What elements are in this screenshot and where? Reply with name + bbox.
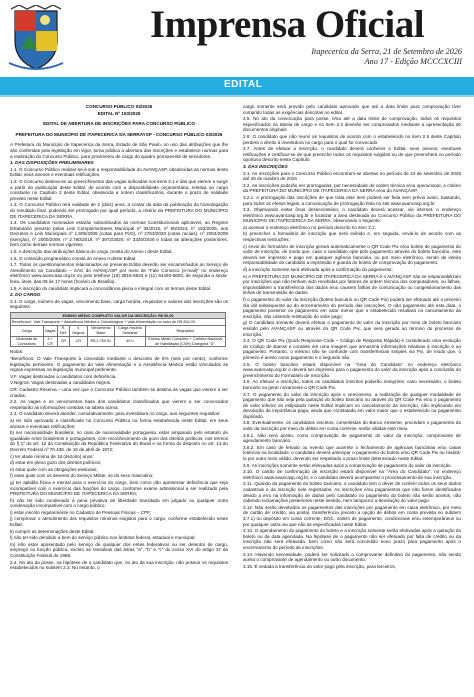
table-cell: Motorista de Condutório <box>11 336 44 347</box>
list-item: f) estar quite com os deveres do Serviço Militar, se do sexo masculino; <box>10 473 154 479</box>
edict-title: EDITAL DE ABERTURA DE INSCRIÇÕES PARA CONCURSO PÚBLICO <box>43 121 195 127</box>
paragraph: 3.8.2. Em caso de feriado ou evento que acarrete o fechamento de agências bancárias e/ou casas lotéricas na localidade, o candidato deverá antecipar o pagamento do boleto e/ou QR Code Pix ou realizá-lo por outro meio válido, devendo ser respeitado o prazo limite determinado neste Edital. <box>243 444 461 462</box>
paragraph: 3.5. O boleto bancário estará disponível na "Área do Candidato" no endereço eletrônico www.avancasp.org.br e deverá ser impresso para o pagamento do valor da inscrição após a conclusão do preenchimento do Formulário de Inscrição. <box>243 361 461 378</box>
paragraph: 1.7. Todos os questionamentos relacionados ao presente Edital deverão ser encaminhados ao Serviço de Atendimento ao Candidato – SAC do AVANÇASP por meio de "Fale Conosco (e-mail)" no endereço eletrônico www.avancasp.org.br ou pelo telefone (19) 3816-6834 e (11) 94493-6803, de segunda a sexta-feira, úteis, das 09 às 17 horas (horário de Brasília). <box>10 262 228 285</box>
newspaper-title: Imprensa Oficial <box>150 3 425 46</box>
paragraph: 2.6. O candidato que não reunir os requisitos de acordo com o estabelecido no item 2.5 deste Capítulo perderá o direito à investidura no cargo para o qual for convocado. <box>243 133 461 145</box>
table-header: V. Negros <box>70 325 87 336</box>
paragraph: 3.10. O cartão de confirmação de inscrição estará disponível na "Área do Candidato", no endereço eletrônico www.avancasp.org.br, e o candidato deverá acompanhar o processamento de sua inscrição. <box>243 469 461 480</box>
paragraph: 3.7. O pagamento do valor da inscrição após o vencimento, a realização de qualquer modalidade de pagamento que não seja pela quitação do boleto bancário ou através do QR Code Pix e/ou o pagamento de valor inferior do estipulado neste Edital implicam no cancelamento da inscrição, não implicando em devolução da importância paga, ainda que constatada em valor maior que o estabelecido ou pagamento duplicado. <box>243 391 461 419</box>
list-item: f) o pagamento do valor da inscrição (boleto bancário ou QR Code Pix) poderá ser efetuado até o primeiro dia útil subsequente ao do encerramento do período das inscrições. O não pagamento até esta data, o pagamento posterior ou pagamento em valor menor que o estabelecido resultará no cancelamento da inscrição, não cabendo restituição do valor pago; <box>243 297 461 319</box>
paragraph: 3.4. O QR Code Pix (Quick Response Code – Código de Resposta Rápida) é considerado uma evolução do Código de Barras e consiste em uma imagem que armazena informações relativas à inscrição e ao pagamento. Portanto, o mesmo não se confunde com transferências simples via Pix, de modo que, o primeiro é aceito como pagamento e o segundo não. <box>243 338 461 360</box>
section-label: EDITAL <box>224 79 263 90</box>
paragraph: 3.15. É vedada a transferência do valor pago pela inscrição, para terceiros, <box>243 563 396 569</box>
paragraph: 2.5. No ato da convocação para posse, e/ou até a data limite de comprovação, todos os requisitos especificados na tabela de cargo e no item 2.3 deverão ser comprovados mediante a apresentação de documentos originais. <box>243 116 461 133</box>
list-item: j) comprovar o atendimento dos requisitos mínimos exigidos para o cargo, conforme estabelecido neste Edital; <box>10 516 228 528</box>
paragraph: 2.3. O candidato deverá atender, cumulativamente, para investidura no cargo, aos seguintes requisitos: <box>10 411 221 417</box>
list-item: c) ter idade mínima de 18 (dezoito) anos; <box>10 453 94 459</box>
masthead <box>0 0 474 88</box>
paragraph: 3.13. O agendamento do pagamento do boleto e a inscrição somente serão efetivadas após a quitação do boleto ou da data agendada. Na hipótese de o pagamento não ser efetuado por falta de crédito ou da inscrição não será efetivada, bem como não será concedido novo prazo para pagamento após o encerramento do período de inscrições. <box>243 528 461 550</box>
table-header: Vagas <box>43 325 57 336</box>
table-benefits: Benefícios*: Vale Transporte + Assistência Médica e Odontológica + Vale Alimentação no valor de R$ 264,00. <box>11 319 226 325</box>
list-item: k) cumprir as determinações deste Edital; <box>10 528 95 534</box>
paragraph: 1.1. O Concurso Público realizar-se-á sob a responsabilidade do AVANÇASP, obedecidas as normas deste Edital, seus anexos e eventuais retificações. <box>10 166 228 178</box>
list-item: e) estar quite com as obrigações eleitorais; <box>10 466 98 472</box>
list-item: g) O candidato somente deverá efetuar o pagamento do valor da inscrição por meio de boleto bancário emitido pelo AVANÇASP ou através do QR Code Pix, que será gerado ao término do processo de inscrição. <box>243 320 461 337</box>
note: V.F. Vagas destinadas a candidatos com deficiência. <box>10 373 117 379</box>
table-title: ENSINO MÉDIO COMPLETO VALOR DA INSCRIÇÃO: R$ 50,00 <box>11 313 226 319</box>
paragraph: 1.8. A inscrição do candidato implicará a concordância plena e integral com os termos deste Edital. <box>10 285 212 291</box>
notes-heading: Notas: <box>10 349 24 355</box>
table-cell: R$ 2.759,51 <box>87 336 115 347</box>
paragraph: 2.1. O cargo, número de vagas, vencimento base, carga horária, requisitos e valores das inscrições são os seguintes: <box>10 298 228 310</box>
table-cell: 4 + CR <box>43 336 57 347</box>
edict-number: EDITAL Nº 153/2026 <box>97 110 141 116</box>
left-column <box>10 104 228 572</box>
edict-subtitle: PREFEITURA DO MUNICÍPIO DE ITAPECERICA DA SERRAYSP - CONCURSO PÚBLICO 03/2026 <box>15 131 223 137</box>
list-item: m) não estar aposentado pelo serviço de qualquer dos entes federativos ou ser detentor de cargo, emprego ou função pública, exceto as ressalvas das letras "a", "b" e "c" do inciso XVI do artigo 37 da Constituição Federal de 1988. <box>10 541 228 559</box>
paragraph: 3.2.1. A prorrogação das inscrições de que trata este item poderá ser feita sem prévio aviso, bastando, para todos os efeitos legais, a comunicação de prorrogação feita no site www.avancasp.org.br. <box>243 194 461 206</box>
list-item: c) envio do formulário de inscrição gerará automaticamente o QR Code Pix e/ou boleto de pagamento do valor de inscrição, de modo que, caso o candidato opte pelo pagamento através do boleto bancário, este deverá ser impresso e pago em qualquer agência bancária, ou por meio eletrônico, sendo de inteira responsabilidade do candidato a impressão e guarda do boleto de comprovação do pagamento; <box>243 243 461 266</box>
paragraph: 3.1. As inscrições para o Concurso Público encontram-se abertas no período de 24 de setembro de 2026 até 26 de outubro de 2026 <box>243 170 461 182</box>
paragraph: 3.9. As inscrições somente serão efetivadas após a comprovação de pagamento do valor da inscrição. <box>243 462 452 468</box>
section-bar <box>0 77 474 95</box>
paragraph: 2.2. As vagas e os vencimentos base dos candidatos classificados que vierem a ser convocados respeitarão as informações contidas na tabela acima. <box>10 399 228 410</box>
vacancies-table <box>10 312 226 347</box>
list-item: b) preencher o formulário de inscrição que será exibido e, em seguida, enviá-lo de acordo com as respectivas instruções; <box>243 231 461 243</box>
table-cell: CR <box>57 336 69 347</box>
table-header: R. Def. <box>57 325 69 336</box>
table-cell: Ensino Médio Completo + Carteira Nacional de Habilitação (CNH) Categoria "D". <box>145 336 225 347</box>
table-cell: 40 h <box>115 336 145 347</box>
paragraph: 1.5. A descrição das atribuições básica do cargo consta do Anexo I deste Edital. <box>10 249 173 255</box>
paragraph: 3.2. As inscrições poderão ser prorrogadas, por necessidade de ordem técnica e/ou operacional, a critério da PREFEITURA DO MUNICÍPIO DE ITAPECERICA DA SERRA e/ou do AVANÇASP. <box>243 182 461 194</box>
list-item: b) ser nacionalidade brasileira; no caso de nacionalidade portuguesa, estar amparado pelo estatuto de igualdade entre brasileiros e portugueses, com reconhecimento do gozo dos direitos políticos, nos termos do § 1º do art. 12 da Constituição da República Federativa do Brasil e na forma do disposto no art. 13 do Decreto Federal nº 70.436, de 18 de abril de 1972; <box>10 430 228 452</box>
note: *Benefícios: O Vale Transporte à concedido mediante o desconto de 6% (seis por cento), conforme legislação pertinente. O pagamento do Vale Alimentação e a Assistência Médica estão vinculados às regras expressas na legislação municipal pertinente. <box>10 356 228 373</box>
table-row <box>11 336 226 347</box>
paragraph: 3.3. Objetivando evitar ônus desnecessário, o candidato deverá acessar, via internet, o endereço eletrônico www.avancasp.org.br e localizar a área destinada ao Concurso Público da PREFEITURA DO MUNICÍPIO DE ITAPECERICA DA SERRA, observando o seguinte: <box>243 207 461 224</box>
table-header: Cargo <box>11 325 44 336</box>
paragraph: 1.3. O Concurso Público terá validade de 2 (dois) anos, a contar da data da publicação da homologação do resultado final, podendo ser prorrogado por igual período, a critério da PREFEITURA DO MUNICÍPIO DE ITAPECERICA DA SERRA. <box>10 202 228 219</box>
list-item: g) ter aptidão física e mental para o exercício do cargo, bem como não apresentar deficiência que seja incompatível com o exercício das funções do cargo, conforme exame admissional a ser realizado pela PREFEITURA DO MUNICÍPIO DE ITAPECERICA DA SERRA; <box>10 479 228 497</box>
table-cell: CR <box>70 336 87 347</box>
list-item: a) ter sido aprovado e classificado no Concurso Público na forma estabelecida neste Edital, em seus anexos e eventuais retificações; <box>10 417 228 429</box>
paragraph: 3.11. Quando do pagamento do boleto bancário, o candidato tem o dever de conferir todos os seus dados cadastrais e da inscrição nele registrados. As inscrições e/ou pagamentos que não forem identificados devido a erro na informação de dados pelo candidato no pagamento do boleto não serão aceitos, não cabendo reclamações posteriores neste sentido, nem tampouco a devolução do valor pago. <box>243 481 461 504</box>
paragraph: 3.14. Havendo necessidade, poderá ser solicitado o comprovante definitivo do pagamento, não sendo aceito o comprovante de agendamento ou outro documento. <box>243 551 461 563</box>
paragraph: 1.6. O conteúdo programático consta do Anexo II deste Edital. <box>10 255 137 261</box>
paragraph: 3.6. Ao efetuar a inscrição, todos os candidatos inscritos poderão reimprimir, caso necessário, o boleto bancário ou gerar novamente o QR Code Pix. <box>243 379 461 390</box>
dateline: Itapecerica da Serra, 21 de Setembro de 2026 <box>311 47 462 56</box>
list-item: h) não ter sido condenado à pena privativa de liberdade transitada em julgado ou qualquer outra condenação incompatível com o cargo público; <box>10 497 228 509</box>
city-coat-of-arms-icon <box>7 5 65 71</box>
list-item: d) a inscrição somente será efetivada após a confirmação do pagamento; <box>243 267 393 273</box>
paragraph: 1.4. Os candidatos nomeados estarão subordinados às normas Constitucionais aplicáveis, ao Regime Estatutário previsto pelas Leis Complementares Municipal nº 36/2015, nº 60/2024, nº 153/2025, aos Decretos e Leis Municipais nº 1.905/2006 (cotas para PcD), nº 2763/2020 (cotas raciais), nº 2004/2009 (isenção), nº 2000/2009, nº 2.760/2019, nº 3972/2025, nº 3320/2026 e todas as alterações posteriores, bem como demais normas vigentes. <box>10 220 228 248</box>
section-heading: 2. DO CARGO <box>10 292 41 298</box>
table-header: Vencimento Base <box>87 325 115 336</box>
edition-number: Ano 17 - Edição MCCCXCIII <box>364 57 462 66</box>
paragraph: cargo somente será provido pelo candidato aprovado que até a data limite para comprovação tiver cumprido todas as exigências descritas no edital. <box>243 104 461 115</box>
right-column <box>243 104 461 570</box>
table-header: Requisitos <box>145 325 225 336</box>
contest-heading: CONCURSO PÚBLICO 03/2026 <box>85 104 153 109</box>
list-item: i) estar inscrito regularmente no Cadastro de Pessoas Físicas – CPF; <box>10 509 152 515</box>
note: V.Negros: Vagas destinadas a candidatos negros. <box>10 380 112 386</box>
paragraph: 2.4. No ato da posse, na hipótese de o candidato que, no ato da sua inscrição, não possuir os requisitos estabelecidos no subitem 2.3. No entanto, o <box>10 559 228 571</box>
paragraph: 3.12. Não serão devolvidos os pagamentos das inscrições por pagamento em caixa eletrônico, por meio de cartão de crédito, via postal, transferência (exceto a opção de débito em conta prevista no subitem 3.7.1) ou depósito em conta corrente, DOC, ordem de pagamento, condicionais e/ou extemporâneos ou por qualquer outra via que não as especificadas neste Edital. <box>243 504 461 527</box>
table-header: Carga Horária Semanal <box>115 325 145 336</box>
section-heading: 1. DAS DISPOSIÇÕES PRELIMINARES <box>10 160 94 166</box>
section-heading: 3. DAS INSCRIÇÕES <box>243 163 288 169</box>
note: CR: Cadastro Reserva – uma vez que o Concurso Público também se destina às vagas que vierem a ser criadas. <box>10 387 228 398</box>
paragraph: 3.8.1. Não será aceito, como comprovação de pagamento do valor da inscrição, comprovante de agendamento bancário. <box>243 432 461 444</box>
paragraph: A Prefeitura do Município de Itapecerica da Serra, Estado de São Paulo, no uso das atribuições que lhe são conferidas pela legislação em vigor, torna pública a abertura das inscrições e estabelece normas para a realização do Concurso Público, para provimento de cargo do quadro permanente de servidores. <box>10 142 228 159</box>
paragraph: 3.8. Eventualmente, os candidatos inscritos, comentistas do Banco emitente, procedam o pagamento do valor da inscrição por meio do débito em conta corrente, serão válidas este meio. <box>243 420 461 432</box>
section-divider <box>0 95 474 97</box>
list-item: d) estar em pleno gozo dos direitos políticos; <box>10 460 102 466</box>
paragraph: 2.7. Antes de efetuar a inscrição, o candidato deverá conhecer o Edital, seus anexos, eventuais retificações e certificar-se de que preenche todos os requisitos exigidos ou de que preencherá no período oportuno descrito neste Capítulo. <box>243 146 461 163</box>
list-item: e) A PREFEITURA DO MUNICÍPIO DE ITAPECERICA DA SERRA e o AVANÇASP não se responsabilizam por inscrições que não tenham sido recebidas por fatores de ordem técnica dos computadores, ou falhas, impossibilitem a transferência dos dados e/ou causem falhas de comunicação ou congestionamento das linhas de transmissão de dados. <box>243 273 461 296</box>
paragraph: 1.2. O Concurso destina-se ao preenchimento das vagas indicadas nos itens 2.1 e das que vierem a surgir a partir da publicação deste Edital, de acordo com a disponibilidade orçamentária, relativa ao cargo constante no Capítulo 2 deste Edital, obedecida a ordem classificatória, durante o prazo de validade previsto neste Edital. <box>10 178 228 201</box>
list-item: l) não ter sido demitido a bem do serviço público nos âmbitos federal, estadual e municipal; <box>10 535 196 541</box>
list-item: a) acessar o endereço eletrônico no período descrito no item 3.1; <box>243 224 376 230</box>
